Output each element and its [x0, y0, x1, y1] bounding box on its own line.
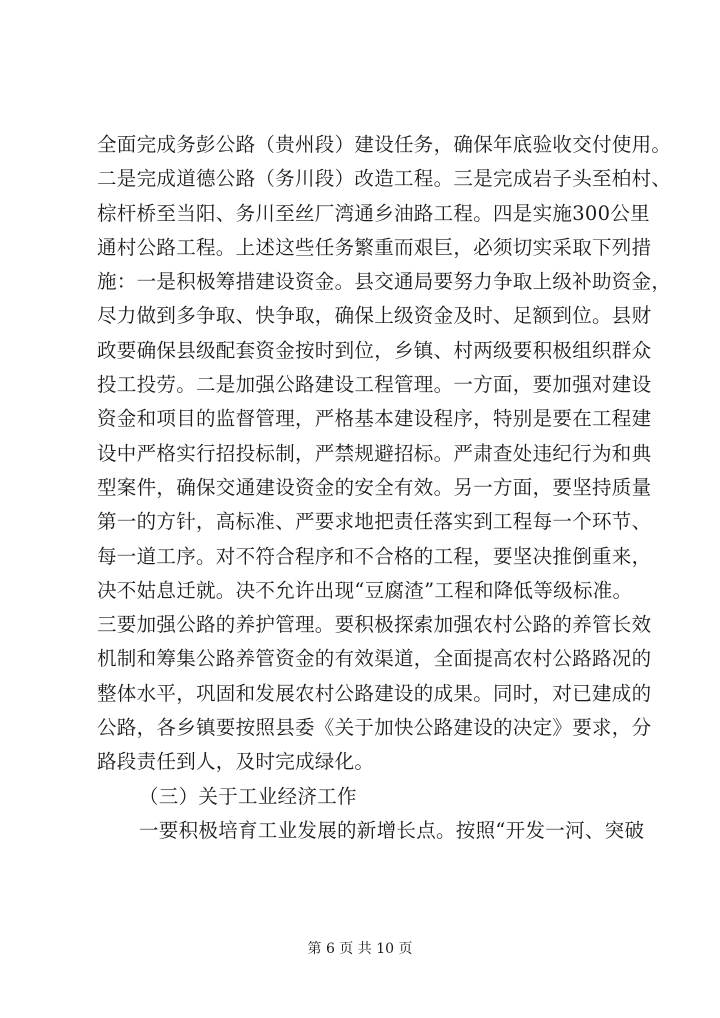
text-line-13: 每一道工序。对不符合程序和不合格的工程，要坚决推倒重来，	[97, 544, 652, 568]
text-line-5: 施：一是积极筹措建设资金。县交通局要努力争取上级补助资金，	[97, 270, 672, 294]
text-line-7: 政要确保县级配套资金按时到位，乡镇、村两级要积极组织群众	[97, 338, 652, 362]
text-line-18: 公路，各乡镇要按照县委《关于加快公路建设的决定》要求，分	[97, 716, 652, 740]
text-line-17: 整体水平，巩固和发展农村公路建设的成果。同时，对已建成的	[97, 681, 652, 705]
text-line-6: 尽力做到多争取、快争取，确保上级资金及时、足额到位。县财	[97, 304, 652, 328]
text-line-12: 第一的方针，高标准、严要求地把责任落实到工程每一个环节、	[97, 510, 652, 534]
text-line-10: 设中严格实行招投标制，严禁规避招标。严肃查处违纪行为和典	[97, 441, 652, 465]
text-line-2: 二是完成道德公路（务川段）改造工程。三是完成岩子头至柏村、	[97, 167, 672, 191]
text-line-3: 棕杆桥至当阳、务川至丝厂湾通乡油路工程。四是实施300公里	[97, 201, 650, 225]
text-line-1: 全面完成务彭公路（贵州段）建设任务，确保年底验收交付使用。	[97, 133, 672, 156]
text-line-15: 三要加强公路的养护管理。要积极探索加强农村公路的养管长效	[97, 613, 652, 637]
paragraph-start: 一要积极培育工业发展的新增长点。按照“开发一河、突破	[139, 818, 645, 842]
text-line-4: 通村公路工程。上述这些任务繁重而艰巨，必须切实采取下列措	[97, 235, 652, 259]
text-line-19: 路段责任到人，及时完成绿化。	[97, 750, 375, 774]
text-line-14: 决不姑息迁就。决不允许出现“豆腐渣”工程和降低等级标准。	[97, 578, 633, 602]
page-number-footer: 第 6 页 共 10 页	[307, 941, 413, 957]
text-line-11: 型案件，确保交通建设资金的安全有效。另一方面，要坚持质量	[97, 475, 652, 499]
text-line-16: 机制和筹集公路养管资金的有效渠道，全面提高农村公路路况的	[97, 647, 652, 671]
document-body	[97, 128, 672, 848]
text-line-8: 投工投劳。二是加强公路建设工程管理。一方面，要加强对建设	[97, 373, 652, 397]
section-heading: （三）关于工业经济工作	[139, 784, 357, 808]
text-line-9: 资金和项目的监督管理，严格基本建设程序，特别是要在工程建	[97, 407, 652, 431]
